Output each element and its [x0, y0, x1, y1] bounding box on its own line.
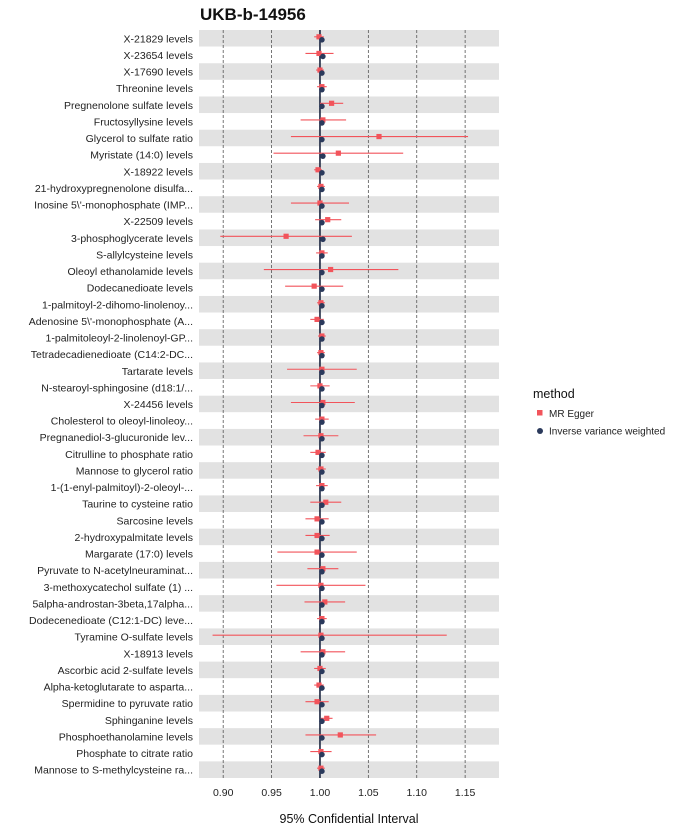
legend: [533, 387, 665, 438]
x-tick-label: 1.00: [309, 787, 331, 799]
row-band: [199, 146, 499, 163]
egger-point: [324, 716, 329, 721]
y-tick-label: Sphinganine levels: [104, 714, 193, 727]
y-axis-labels: [29, 33, 193, 776]
egger-point: [329, 101, 334, 106]
ivw-point: [319, 37, 325, 43]
y-tick-label: Inosine 5\'-monophosphate (IMP...: [34, 199, 193, 212]
egger-point: [314, 699, 319, 704]
ivw-point: [319, 735, 325, 741]
ivw-point: [319, 253, 325, 259]
chart-title: UKB-b-14956: [200, 5, 306, 24]
row-band: [199, 645, 499, 662]
y-tick-label: Tyramine O-sulfate levels: [74, 631, 193, 644]
ivw-point: [319, 752, 325, 758]
y-tick-label: Phosphoethanolamine levels: [58, 731, 193, 744]
egger-point: [314, 550, 319, 555]
row-band: [199, 761, 499, 778]
ivw-point: [319, 187, 325, 193]
ivw-point: [319, 685, 325, 691]
row-band: [199, 96, 499, 113]
y-tick-label: S-allylcysteine levels: [96, 249, 193, 262]
egger-point: [314, 317, 319, 322]
x-tick-label: 1.15: [454, 787, 476, 799]
y-tick-label: 5alpha-androstan-3beta,17alpha...: [32, 598, 193, 611]
x-tick-label: 0.95: [261, 787, 282, 799]
egger-point: [312, 284, 317, 289]
ivw-point: [319, 419, 325, 425]
egger-point: [328, 267, 333, 272]
y-tick-label: 3-phosphoglycerate levels: [71, 232, 193, 245]
y-tick-label: Fructosyllysine levels: [93, 116, 193, 129]
ivw-point: [319, 502, 325, 508]
y-tick-label: Tartarate levels: [121, 365, 193, 378]
ivw-point: [319, 403, 325, 409]
egger-point: [336, 151, 341, 156]
ivw-point: [319, 70, 325, 76]
row-band: [199, 63, 499, 80]
ivw-point: [319, 386, 325, 392]
ivw-point: [319, 203, 325, 209]
legend-label-ivw: Inverse variance weighted: [549, 426, 666, 438]
y-tick-label: 1-palmitoyl-2-dihomo-linolenoy...: [42, 299, 193, 312]
ivw-point: [320, 236, 326, 242]
egger-point: [376, 134, 381, 139]
row-band: [199, 429, 499, 446]
y-tick-label: Phosphate to citrate ratio: [76, 748, 193, 761]
y-tick-label: Pregnanediol-3-glucuronide lev...: [39, 432, 193, 445]
y-tick-label: Glycerol to sulfate ratio: [85, 133, 193, 146]
row-band: [199, 346, 499, 363]
ivw-point: [319, 719, 325, 725]
y-tick-label: Spermidine to pyruvate ratio: [61, 698, 193, 711]
y-tick-label: Ascorbic acid 2-sulfate levels: [57, 664, 193, 677]
row-bands: [199, 30, 499, 778]
row-band: [199, 712, 499, 729]
row-band: [199, 296, 499, 313]
y-tick-label: Myristate (14:0) levels: [90, 149, 193, 162]
row-band: [199, 379, 499, 396]
x-axis-title: 95% Confidential Interval: [279, 812, 419, 826]
y-tick-label: X-22509 levels: [123, 216, 193, 229]
x-axis-ticks: [213, 787, 476, 799]
ivw-point: [319, 120, 325, 126]
legend-label-mr-egger: MR Egger: [549, 409, 595, 420]
row-band: [199, 196, 499, 213]
legend-key-ivw: [537, 428, 543, 434]
row-band: [199, 446, 499, 463]
row-band: [199, 362, 499, 379]
row-band: [199, 30, 499, 47]
y-tick-label: Dodecanedioate levels: [86, 282, 193, 295]
egger-point: [314, 533, 319, 538]
row-band: [199, 263, 499, 280]
y-tick-label: 21-hydroxypregnenolone disulfa...: [34, 182, 193, 195]
ivw-point: [319, 286, 325, 292]
ivw-point: [319, 635, 325, 641]
legend-title: method: [533, 387, 575, 401]
y-tick-label: X-17690 levels: [123, 66, 193, 79]
ivw-point: [319, 104, 325, 110]
y-tick-label: N-stearoyl-sphingosine (d18:1/...: [41, 382, 193, 395]
ivw-point: [319, 436, 325, 442]
row-band: [199, 728, 499, 745]
ivw-point: [319, 369, 325, 375]
row-band: [199, 745, 499, 762]
y-tick-label: Threonine levels: [115, 83, 193, 96]
y-tick-label: Margarate (17:0) levels: [85, 548, 193, 561]
row-band: [199, 279, 499, 296]
row-band: [199, 213, 499, 230]
row-band: [199, 80, 499, 97]
y-tick-label: Taurine to cysteine ratio: [82, 498, 193, 511]
y-tick-label: 3-methoxycatechol sulfate (1) ...: [43, 581, 193, 594]
x-tick-label: 0.90: [212, 787, 234, 799]
y-tick-label: Adenosine 5\'-monophosphate (A...: [28, 315, 193, 328]
row-band: [199, 678, 499, 695]
row-band: [199, 229, 499, 246]
row-band: [199, 412, 499, 429]
row-band: [199, 545, 499, 562]
row-band: [199, 47, 499, 64]
y-tick-label: 1-(1-enyl-palmitoyl)-2-oleoyl-...: [50, 482, 193, 495]
y-tick-label: 1-palmitoleoyl-2-linolenoyl-GP...: [45, 332, 193, 345]
row-band: [199, 130, 499, 147]
y-tick-label: Dodecenedioate (C12:1-DC) leve...: [28, 615, 193, 628]
ivw-point: [319, 353, 325, 359]
y-tick-label: Pyruvate to N-acetylneuraminat...: [37, 565, 193, 578]
ivw-point: [320, 153, 326, 159]
y-tick-label: X-23654 levels: [123, 49, 193, 62]
ivw-point: [319, 87, 325, 93]
row-band: [199, 512, 499, 529]
ivw-point: [319, 336, 325, 342]
egger-point: [325, 217, 330, 222]
row-band: [199, 529, 499, 546]
ivw-point: [320, 54, 326, 60]
ivw-point: [319, 220, 325, 226]
egger-point: [314, 516, 319, 521]
ivw-point: [319, 586, 325, 592]
y-tick-label: Oleoyl ethanolamide levels: [67, 266, 193, 279]
ivw-point: [319, 619, 325, 625]
ivw-point: [319, 170, 325, 176]
y-tick-label: Sarcosine levels: [116, 515, 193, 528]
y-tick-label: Citrulline to phosphate ratio: [65, 448, 193, 461]
ivw-point: [319, 320, 325, 326]
row-band: [199, 595, 499, 612]
x-tick-label: 1.05: [358, 787, 379, 799]
row-band: [199, 462, 499, 479]
row-band: [199, 163, 499, 180]
row-band: [199, 113, 499, 130]
ivw-point: [319, 137, 325, 143]
row-band: [199, 479, 499, 496]
y-tick-label: Alpha-ketoglutarate to asparta...: [43, 681, 193, 694]
x-tick-label: 1.10: [406, 787, 427, 799]
ivw-point: [319, 453, 325, 459]
y-tick-label: X-24456 levels: [123, 399, 193, 411]
y-tick-label: X-18922 levels: [123, 166, 193, 179]
ivw-point: [319, 270, 325, 276]
ivw-point: [319, 652, 325, 658]
y-tick-label: Pregnenolone sulfate levels: [63, 99, 193, 112]
y-tick-label: Tetradecadienedioate (C14:2-DC...: [30, 349, 193, 362]
row-band: [199, 180, 499, 197]
ivw-point: [319, 768, 325, 774]
row-band: [199, 396, 499, 413]
row-band: [199, 562, 499, 579]
row-band: [199, 246, 499, 263]
ivw-point: [319, 303, 325, 309]
ivw-point: [319, 486, 325, 492]
row-band: [199, 495, 499, 512]
row-band: [199, 628, 499, 645]
ivw-point: [319, 469, 325, 475]
ivw-point: [319, 569, 325, 575]
y-tick-label: X-21829 levels: [123, 33, 193, 46]
egger-point: [283, 234, 288, 239]
ivw-point: [319, 552, 325, 558]
egger-point: [338, 732, 343, 737]
y-tick-label: 2-hydroxypalmitate levels: [74, 531, 193, 544]
ivw-point: [319, 519, 325, 525]
row-band: [199, 579, 499, 596]
legend-key-mr-egger: [537, 410, 543, 416]
y-tick-label: X-18913 levels: [123, 648, 193, 661]
ivw-point: [319, 602, 325, 608]
row-band: [199, 662, 499, 679]
y-tick-label: Mannose to glycerol ratio: [75, 465, 193, 478]
ivw-point: [319, 702, 325, 708]
ivw-point: [319, 669, 325, 675]
row-band: [199, 313, 499, 330]
y-tick-label: Mannose to S-methylcysteine ra...: [34, 764, 193, 777]
row-band: [199, 329, 499, 346]
row-band: [199, 695, 499, 712]
ivw-point: [319, 536, 325, 542]
y-tick-label: Cholesterol to oleoyl-linoleoy...: [50, 415, 193, 428]
row-band: [199, 612, 499, 629]
